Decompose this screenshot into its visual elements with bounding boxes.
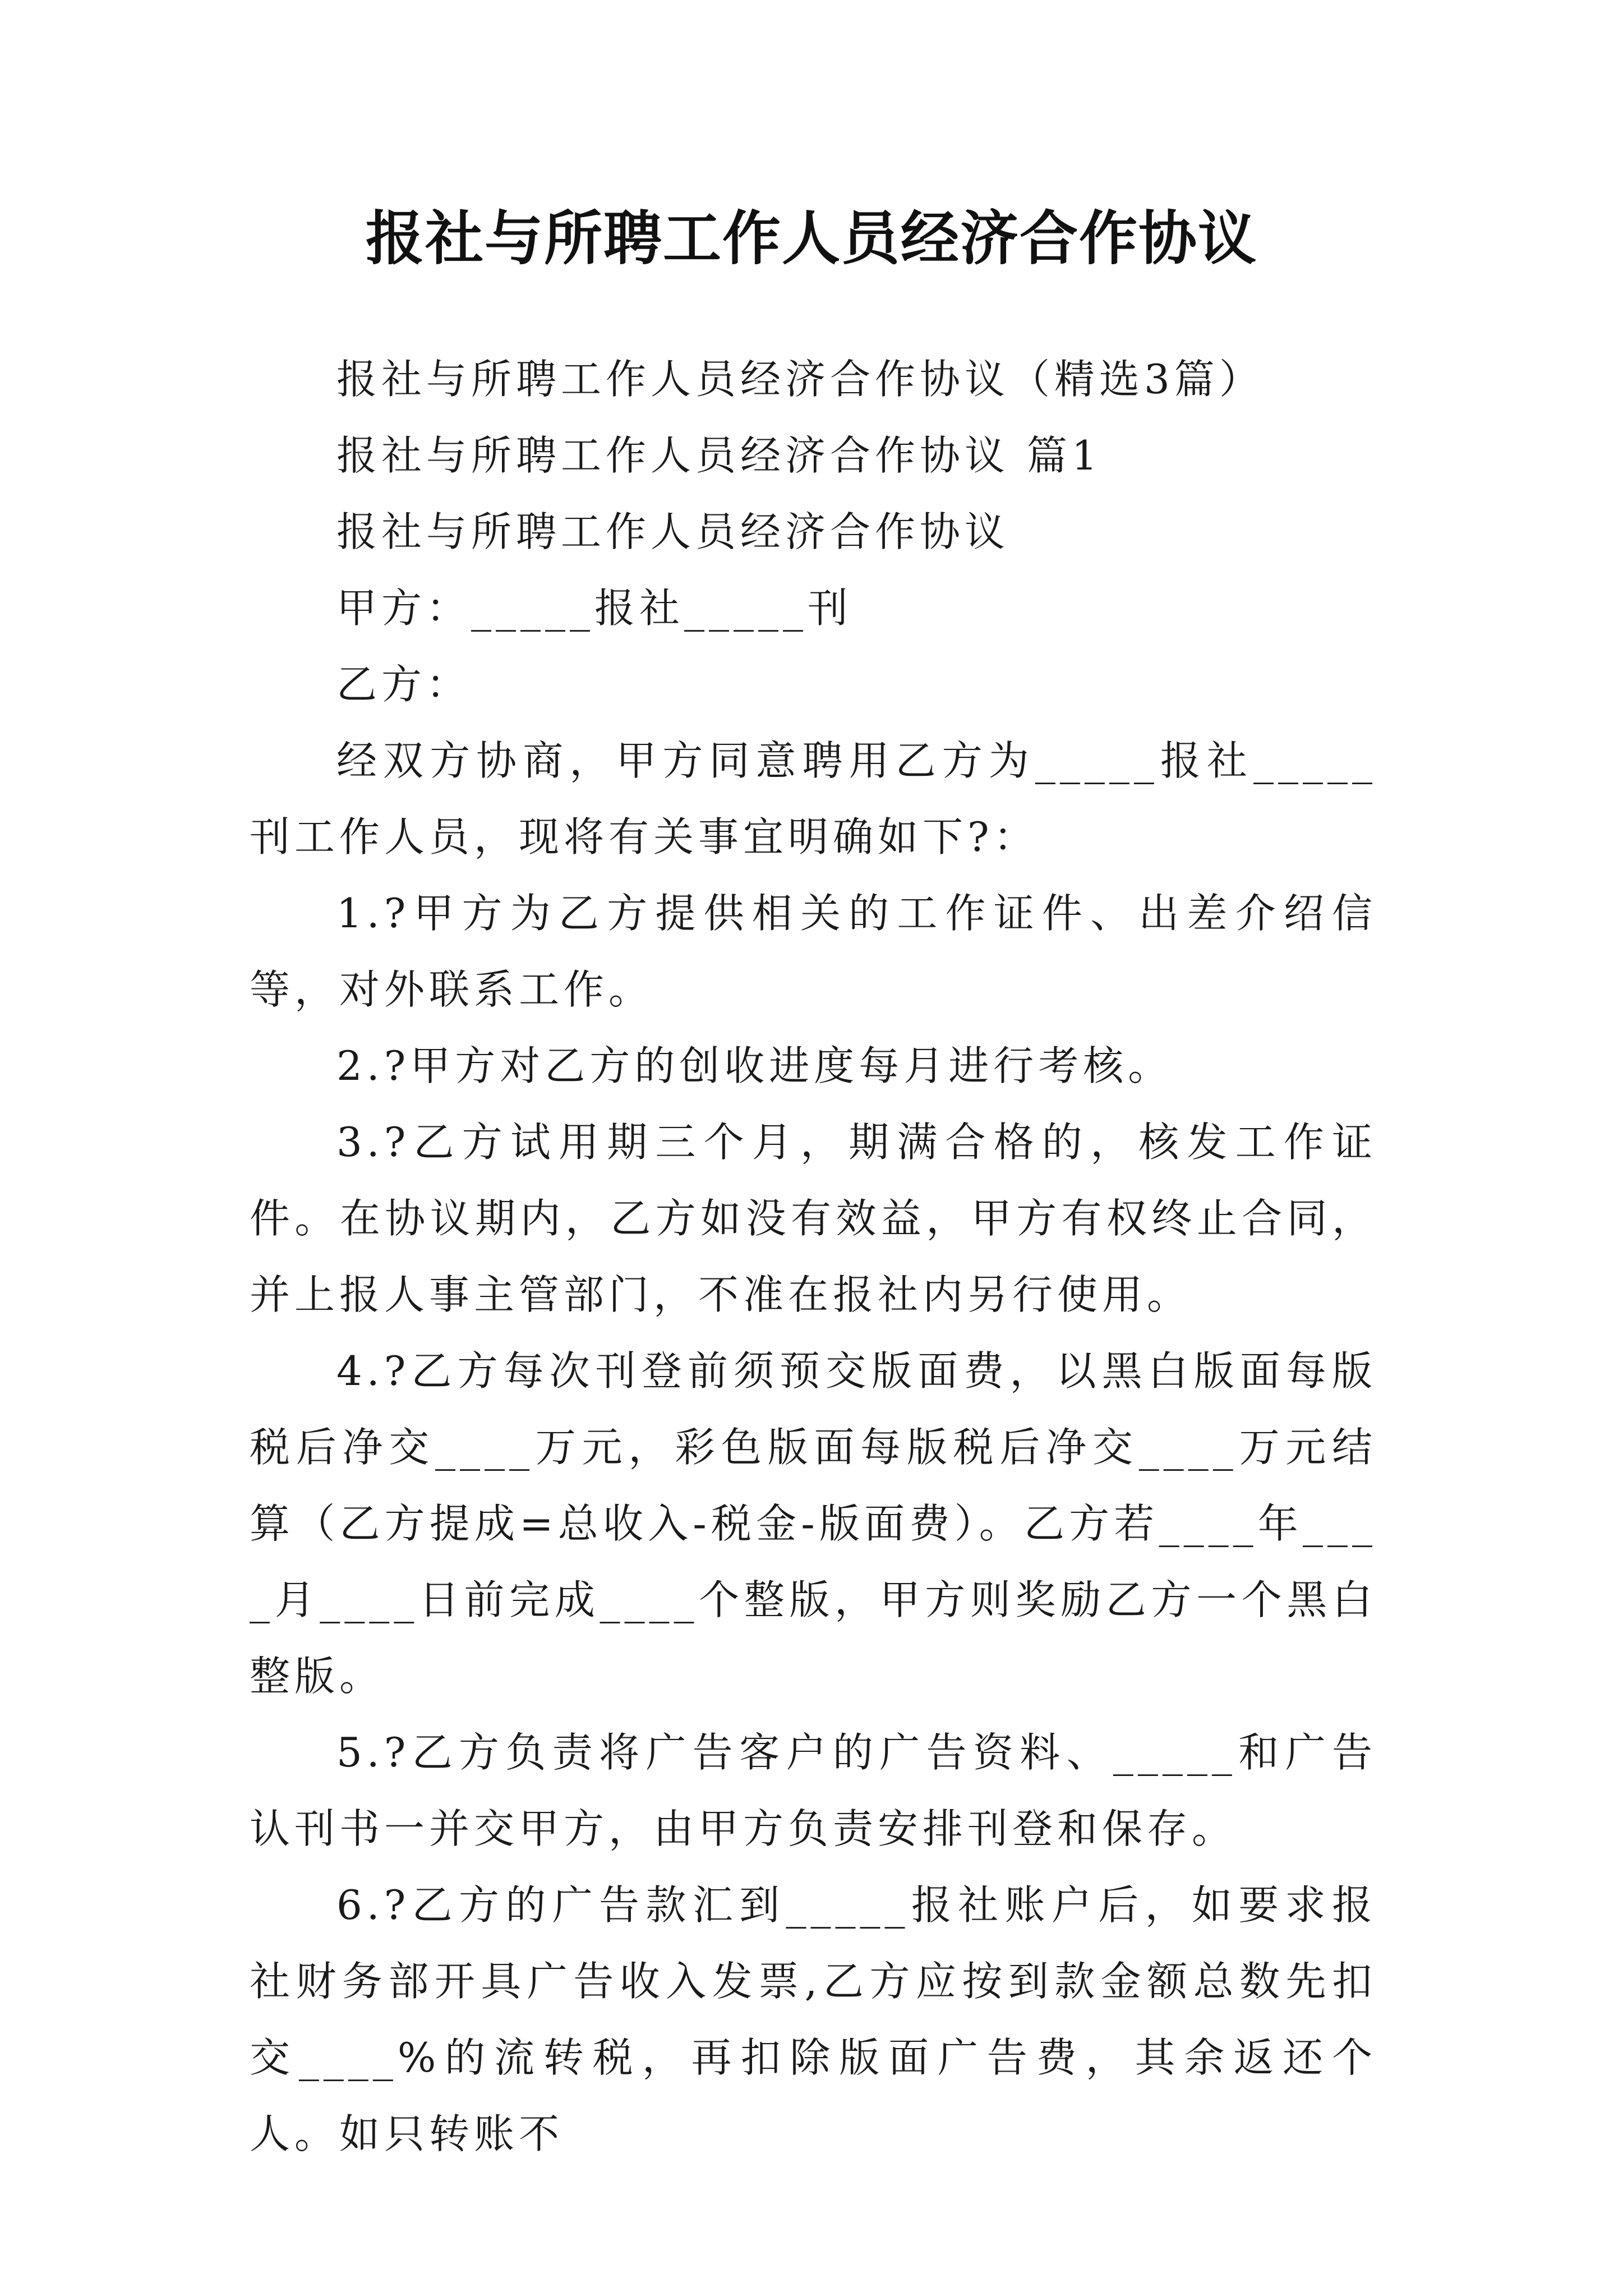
clause-6: 6.?乙方的广告款汇到_____报社账户后，如要求报社财务部开具广告收入发票,乙方应按到款金额总数先扣交____%的流转税，再扣除版面广告费，其余返还个人。如只转账不 — [250, 1881, 1377, 2157]
document-title: 报社与所聘工作人员经济合作协议 — [365, 204, 1257, 273]
clause-4: 4.?乙方每次刊登前须预交版面费，以黑白版面每版税后净交____万元，彩色版面每版税后净交____万元结算（乙方提成=总收入-税金-版面费）。乙方若____年____月____日前完成____个整版，甲方则奖励乙方一个黑白整版。 — [250, 1347, 1377, 1700]
section-heading: 报社与所聘工作人员经济合作协议 篇1 — [336, 432, 1102, 479]
subtitle-paragraph: 报社与所聘工作人员经济合作协议（精选3篇） — [336, 356, 1264, 403]
clause-3: 3.?乙方试用期三个月，期满合格的，核发工作证件。在协议期内，乙方如没有效益，甲方有权终止合同，并上报人事主管部门，不准在报社内另行使用。 — [250, 1119, 1377, 1318]
party-b-line: 乙方： — [336, 661, 472, 708]
party-a-line: 甲方：_____报社_____刊 — [336, 585, 853, 632]
clause-5: 5.?乙方负责将广告客户的广告资料、_____和广告认刊书一并交甲方，由甲方负责安排刊登和保存。 — [250, 1729, 1377, 1852]
document-body — [250, 341, 1377, 2172]
intro-paragraph: 经双方协商，甲方同意聘用乙方为_____报社_____刊工作人员，现将有关事宜明确如下?： — [250, 737, 1377, 861]
clause-1: 1.?甲方为乙方提供相关的工作证件、出差介绍信等，对外联系工作。 — [250, 890, 1377, 1013]
agreement-heading: 报社与所聘工作人员经济合作协议 — [336, 508, 1010, 555]
clause-2: 2.?甲方对乙方的创收进度每月进行考核。 — [336, 1042, 1173, 1089]
